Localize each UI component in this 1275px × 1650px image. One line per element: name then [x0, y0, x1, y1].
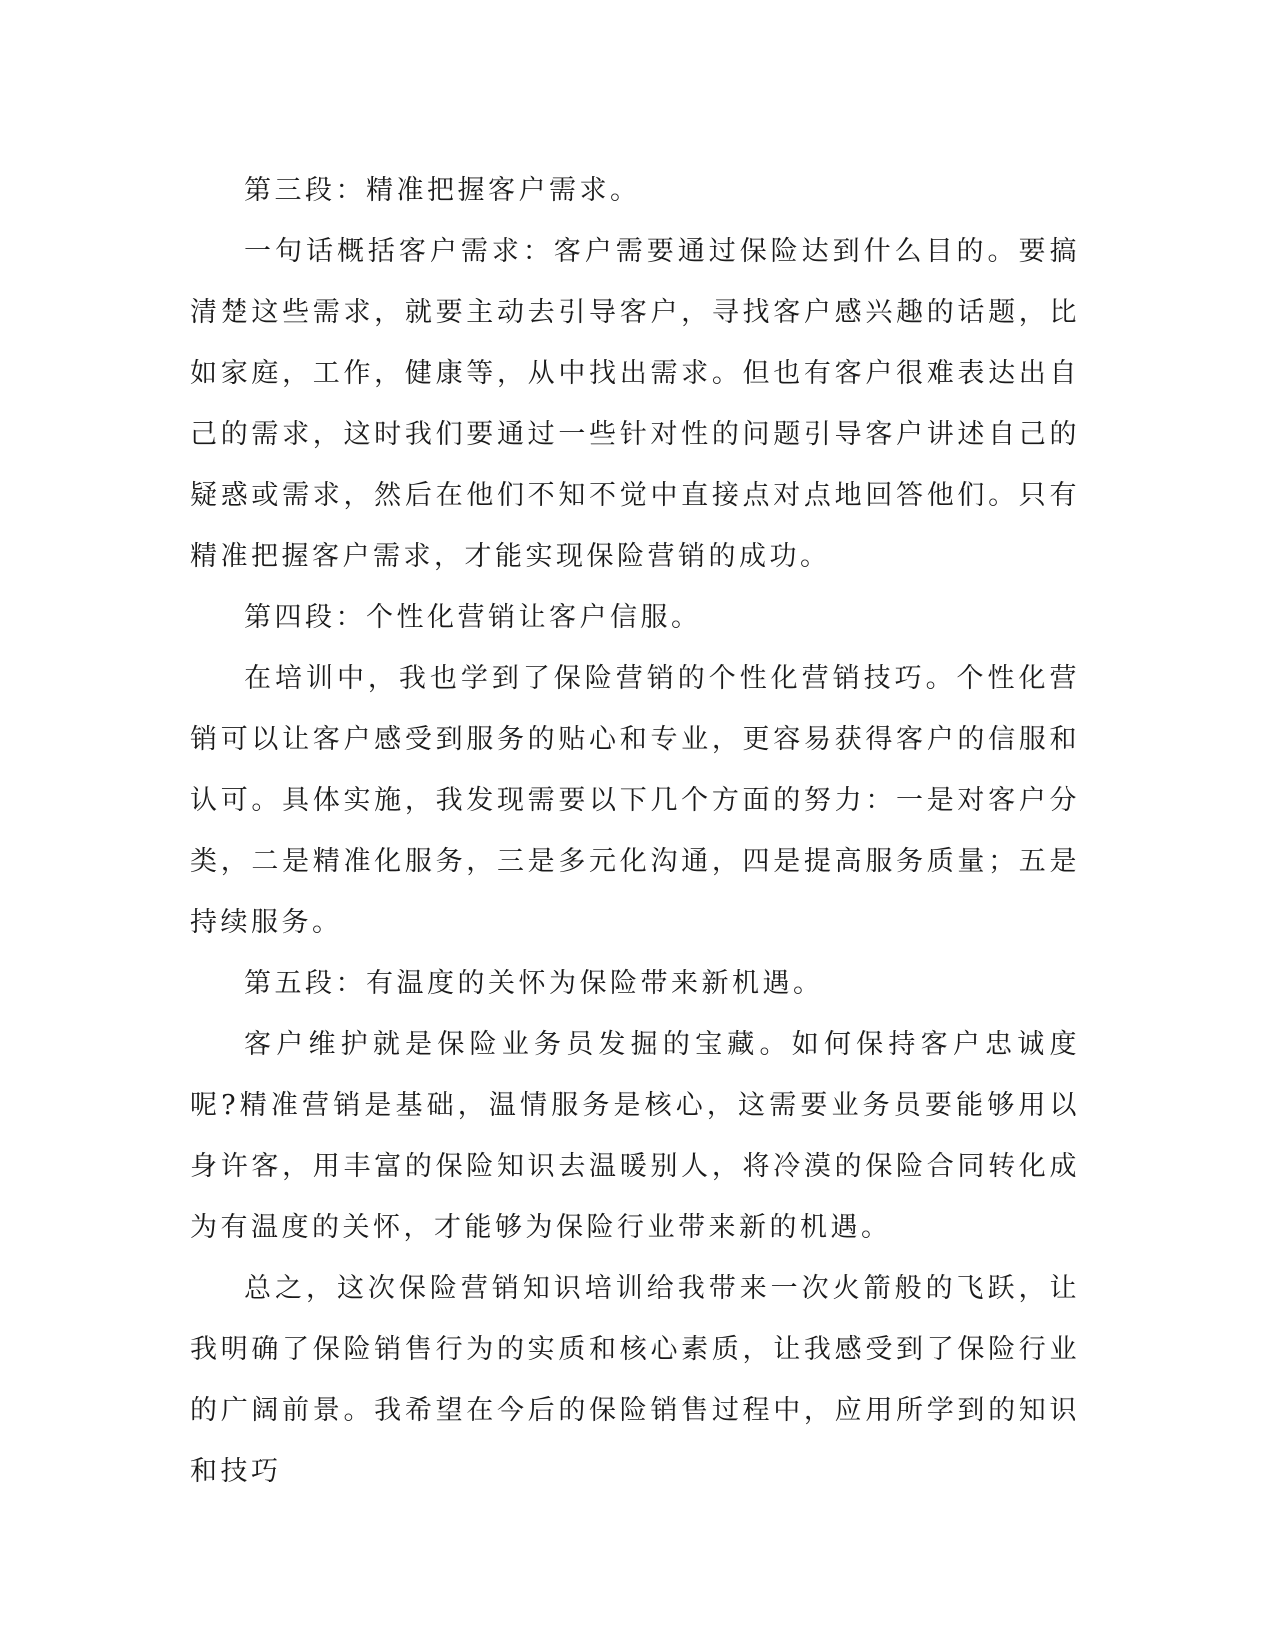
document-body: [190, 160, 1080, 1502]
paragraph-personalized-marketing: 在培训中，我也学到了保险营销的个性化营销技巧。个性化营销可以让客户感受到服务的贴心和专业，更容易获得客户的信服和认可。具体实施，我发现需要以下几个方面的努力：一是对客户分类，二是精准化服务，三是多元化沟通，四是提高服务质量；五是持续服务。: [190, 663, 1080, 938]
section-heading-5: 第五段：有温度的关怀为保险带来新机遇。: [244, 968, 824, 999]
section-heading-3: 第三段：精准把握客户需求。: [244, 175, 641, 206]
paragraph-customer-needs: 一句话概括客户需求：客户需要通过保险达到什么目的。要搞清楚这些需求，就要主动去引导客户，寻找客户感兴趣的话题，比如家庭，工作，健康等，从中找出需求。但也有客户很难表达出自己的需求，这时我们要通过一些针对性的问题引导客户讲述自己的疑惑或需求，然后在他们不知不觉中直接点对点地回答他们。只有精准把握客户需求，才能实现保险营销的成功。: [190, 236, 1080, 572]
paragraph-customer-care: 客户维护就是保险业务员发掘的宝藏。如何保持客户忠诚度呢?精准营销是基础，温情服务是核心，这需要业务员要能够用以身许客，用丰富的保险知识去温暖别人，将冷漠的保险合同转化成为有温度的关怀，才能够为保险行业带来新的机遇。: [190, 1029, 1080, 1243]
section-heading-4: 第四段：个性化营销让客户信服。: [244, 602, 702, 633]
paragraph-conclusion: 总之，这次保险营销知识培训给我带来一次火箭般的飞跃，让我明确了保险销售行为的实质和核心素质，让我感受到了保险行业的广阔前景。我希望在今后的保险销售过程中，应用所学到的知识和技巧: [190, 1273, 1080, 1487]
